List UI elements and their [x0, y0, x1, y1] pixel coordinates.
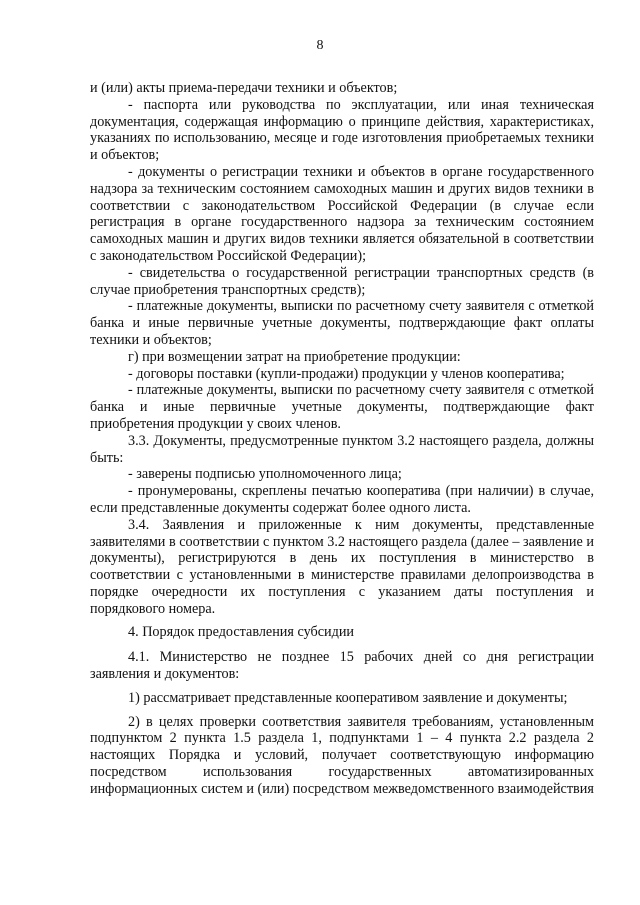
page-number: 8: [316, 38, 324, 53]
paragraph-vehicle-certificates: - свидетельства о государственной регистрации транспортных средств (в случае приобретения транспортных средств);: [90, 264, 594, 298]
section-heading-4: 4. Порядок предоставления субсидии: [128, 623, 355, 640]
paragraph-4-1-2: 2) в целях проверки соответствия заявителя требованиям, установленным подпунктом 2 пункта 1.5 раздела 1, подпунктами 1 – 4 пункта 2.2 раздела 2 настоящих Порядка и условий, получает соответствующую информацию посредством использования государственных автоматизированных информационных систем и (или) посредством межведомственного взаимодействия: [90, 713, 594, 797]
paragraph-3-4: 3.4. Заявления и приложенные к ним документы, представленные заявителями в соответствии с пунктом 3.2 настоящего раздела (далее – заявление и документы), регистрируются в день их поступления в министерство в соответствии с установленными в министерстве правилами делопроизводства в порядке очередности их поступления с указанием даты поступления и порядкового номера.: [90, 516, 594, 617]
paragraph-payment-documents-products: - платежные документы, выписки по расчетному счету заявителя с отметкой банка и иные первичные учетные документы, подтверждающие факт приобретения продукции у своих членов.: [90, 382, 594, 432]
paragraph-signed: - заверены подписью уполномоченного лица;: [128, 466, 402, 483]
paragraph-acts: и (или) акты приема-передачи техники и объектов;: [90, 80, 398, 96]
paragraph-3-3: 3.3. Документы, предусмотренные пунктом 3.2 настоящего раздела, должны быть:: [90, 432, 594, 466]
paragraph-registration-documents: - документы о регистрации техники и объектов в органе государственного надзора за техническим состоянием самоходных машин и других видов техники в соответствии с законодательством Российской Федерации (в случае если регистрация в органе государственного надзора за техническим состоянием самоходных машин и других видов техники является обязательной в соответствии с законодательством Российской Федерации);: [90, 163, 594, 264]
paragraph-4-1-1: 1) рассматривает представленные кооперативом заявление и документы;: [128, 689, 568, 706]
paragraph-payment-documents-equipment: - платежные документы, выписки по расчетному счету заявителя с отметкой банка и иные первичные учетные документы, подтверждающие факт оплаты техники и объектов;: [90, 298, 594, 348]
paragraph-item-g: г) при возмещении затрат на приобретение продукции:: [128, 348, 461, 365]
document-body: [90, 80, 594, 798]
paragraph-numbered: - пронумерованы, скреплены печатью кооператива (при наличии) в случае, если представленные документы содержат более одного листа.: [90, 483, 594, 516]
paragraph-supply-contracts: - договоры поставки (купли-продажи) продукции у членов кооператива;: [128, 365, 565, 382]
paragraph-4-1: 4.1. Министерство не позднее 15 рабочих дней со дня регистрации заявления и документов:: [90, 649, 594, 683]
paragraph-passports: - паспорта или руководства по эксплуатации, или иная техническая документация, содержащая информацию о принципе действия, характеристиках, указаниях по использованию, месяце и годе изготовления приобретаемых техники и объектов;: [90, 96, 594, 164]
